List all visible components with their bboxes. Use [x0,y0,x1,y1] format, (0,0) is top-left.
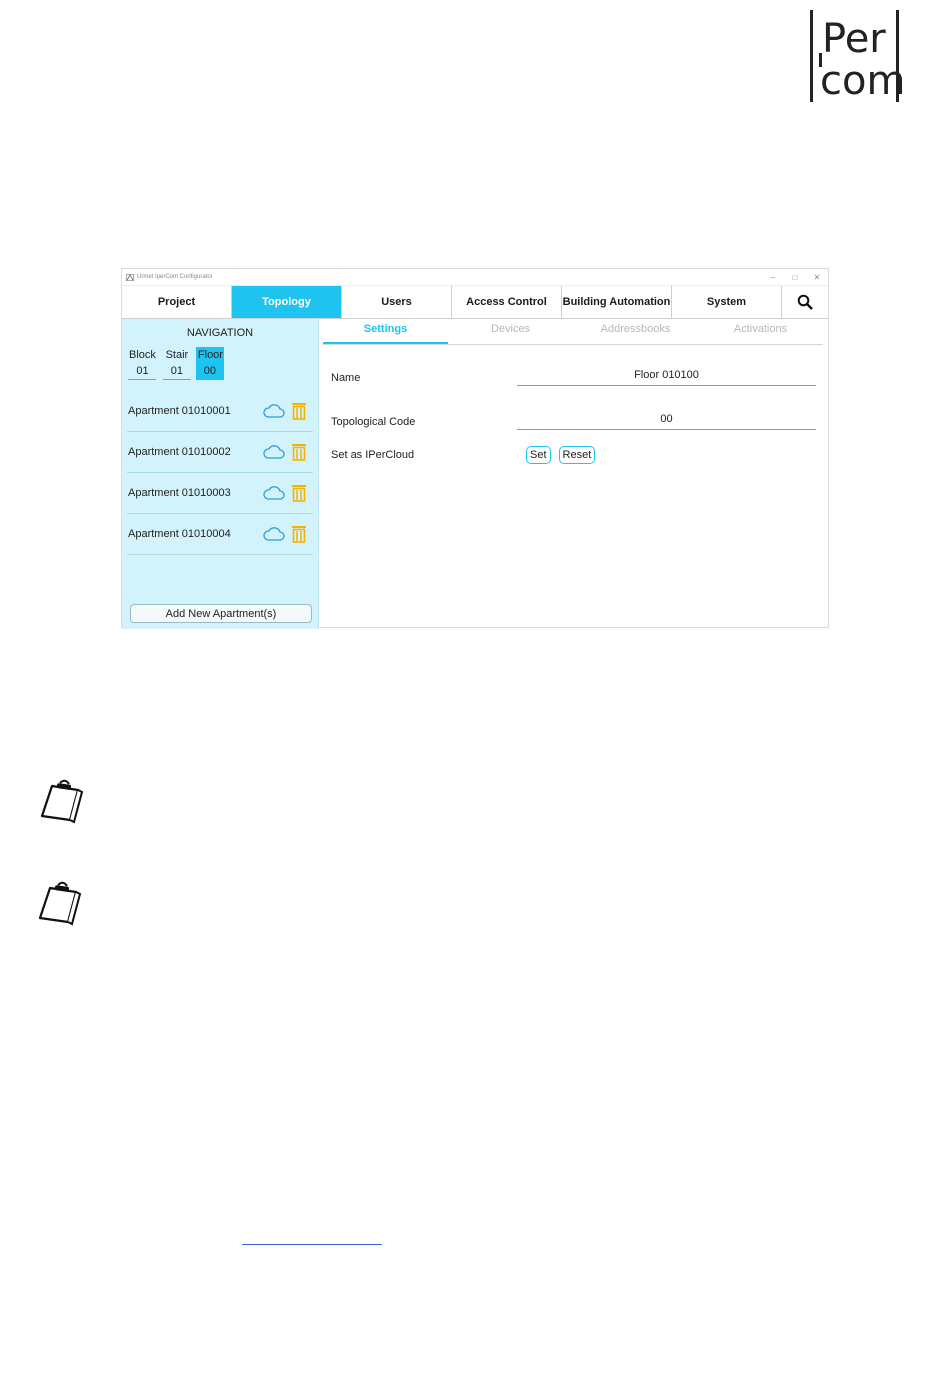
breadcrumb [127,347,318,380]
navigation-title: NAVIGATION [186,327,254,339]
cloud-icon[interactable] [263,486,285,501]
list-item[interactable] [127,432,313,473]
reset-button[interactable]: Reset [559,446,596,464]
app-icon [126,274,134,281]
minimize-button[interactable]: – [770,272,776,282]
app-window [121,268,829,628]
maximize-button[interactable]: □ [792,272,798,282]
ipercloud-label: Set as IPerCloud [331,449,415,461]
crumb-floor[interactable] [196,347,224,380]
svg-text:Per: Per [822,16,886,62]
cloud-icon[interactable] [263,404,285,419]
search-icon [797,294,813,310]
cloud-icon[interactable] [263,527,285,542]
tab-settings[interactable]: Settings [323,323,448,344]
set-button[interactable]: Set [526,446,551,464]
trash-icon[interactable] [291,443,307,461]
list-item[interactable] [127,514,313,555]
crumb-value: 01 [128,361,156,380]
tab-building-automation[interactable]: Building Automation [562,286,672,318]
crumb-block[interactable] [127,347,158,380]
trash-icon[interactable] [291,525,307,543]
main-menu [122,286,828,319]
trash-icon[interactable] [291,402,307,420]
title-bar [122,269,828,286]
tab-project[interactable]: Project [122,286,232,318]
crumb-value: 00 [203,365,217,377]
trash-icon[interactable] [291,484,307,502]
clipboard-note-icon [38,778,88,824]
ipercom-logo [810,10,902,104]
navigation-panel [122,319,319,629]
svg-text:com: com [820,58,902,104]
add-apartment-button[interactable]: Add New Apartment(s) [130,604,312,623]
tab-system[interactable]: System [672,286,782,318]
crumb-label: Floor [197,349,223,361]
search-button[interactable] [782,286,828,318]
apartment-name: Apartment 01010001 [128,405,231,417]
ipercloud-row [331,446,816,464]
tab-topology[interactable]: Topology [232,286,342,318]
name-row [331,369,816,386]
name-label: Name [331,371,361,384]
sub-tabs [323,323,823,345]
tab-devices[interactable]: Devices [490,323,531,335]
close-button[interactable]: ✕ [813,272,821,282]
tab-addressbooks[interactable]: Addressbooks [600,323,671,335]
settings-panel [319,319,828,629]
name-field[interactable]: Floor 010100 [517,369,816,386]
list-item[interactable] [127,473,313,514]
apartment-name: Apartment 01010004 [128,528,231,540]
crumb-value: 01 [163,361,191,380]
tab-access-control[interactable]: Access Control [452,286,562,318]
topological-code-row [331,413,816,430]
crumb-label: Block [129,349,156,361]
apartment-name: Apartment 01010002 [128,446,231,458]
crumb-stair[interactable] [163,347,191,380]
tab-activations[interactable]: Activations [733,323,788,335]
tab-users[interactable]: Users [342,286,452,318]
topological-code-label: Topological Code [331,415,416,428]
cloud-icon[interactable] [263,445,285,460]
topological-code-field[interactable]: 00 [517,413,816,430]
crumb-label: Stair [165,349,189,361]
list-item[interactable] [127,391,313,432]
apartment-list [122,391,318,555]
window-title: Urmet IperCom Configurator [137,274,213,280]
clipboard-note-icon [36,880,86,926]
apartment-name: Apartment 01010003 [128,487,231,499]
document-link[interactable] [242,1230,382,1245]
